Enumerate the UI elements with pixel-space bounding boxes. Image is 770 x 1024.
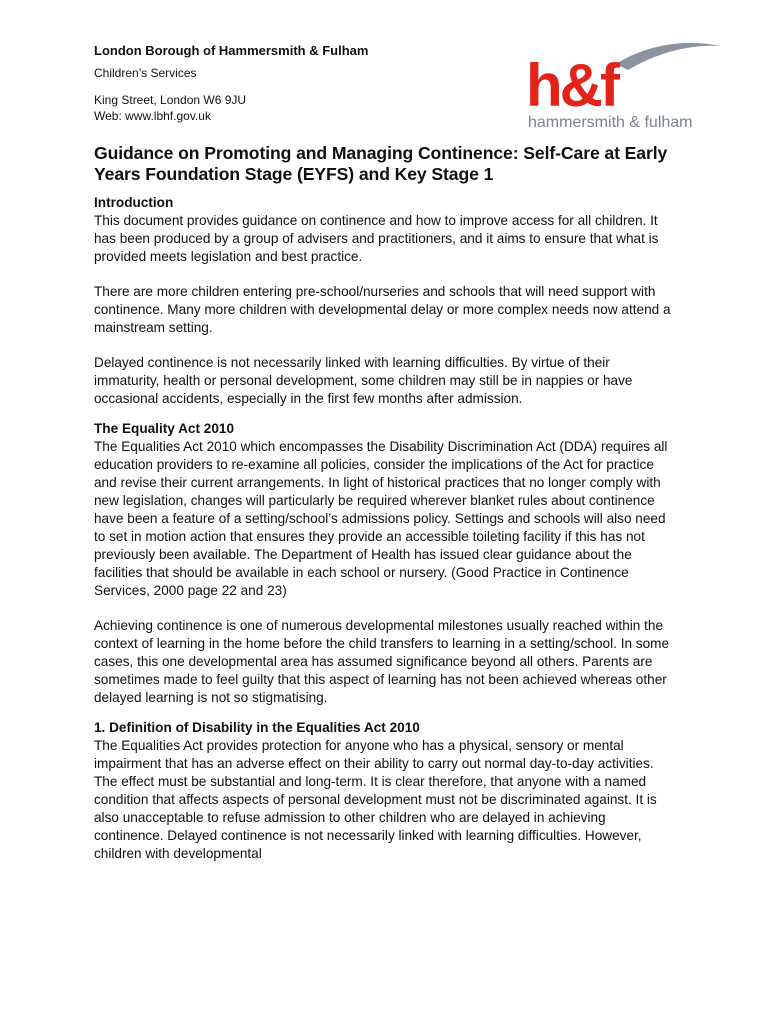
paragraph: This document provides guidance on continence and how to improve access for all children. It has been produced by a group of advisers and practitioners, and it aims to ensure that what is provided meets legislation and best practice.: [94, 213, 659, 264]
section-heading-introduction: Introduction: [94, 195, 174, 210]
document-title: Guidance on Promoting and Managing Continence: Self-Care at Early Years Foundation Stage (EYFS) and Key Stage 1: [94, 143, 668, 184]
organisation-name: London Borough of Hammersmith & Fulham: [94, 43, 369, 58]
document-body: [94, 143, 674, 880]
paragraph: Delayed continence is not necessarily linked with learning difficulties. By virtue of their immaturity, health or personal development, some children may still be in nappies or have occasional accidents, especially in the first few months after admission.: [94, 355, 633, 406]
logo-wordmark: hammersmith & fulham: [528, 114, 693, 131]
logo-mark: h&f: [526, 52, 617, 119]
address-line: King Street, London W6 9JU: [94, 93, 247, 107]
section-heading-equality-act: The Equality Act 2010: [94, 421, 235, 436]
paragraph: There are more children entering pre-school/nurseries and schools that will need support with continence. Many more children with developmental delay or more complex needs now attend a mainstream setting.: [94, 284, 671, 335]
section-heading-definition-of-disability: 1. Definition of Disability in the Equalities Act 2010: [94, 720, 420, 735]
paragraph: The Equalities Act provides protection for anyone who has a physical, sensory or mental impairment that has an adverse effect on their ability to carry out normal day-to-day activities. The effect must be substantial and long-term. It is clear therefore, that anyone with a named condition that affects aspects of personal development must not be discriminated against. It is also unacceptable to refuse admission to other children who are delayed in achieving continence. Delayed continence is not necessarily linked with learning difficulties. However, children with developmental: [94, 738, 657, 861]
paragraph: The Equalities Act 2010 which encompasses the Disability Discrimination Act (DDA) requires all education providers to re-examine all policies, consider the implications of the Act for practice and revise their current arrangements. In light of historical practices that no longer comply with new legislation, changes will particularly be required wherever blanket rules about continence have been a feature of a setting/school’s admissions policy. Settings and schools will also need to set in motion action that ensures they provide an accessible toileting facility if this has not previously been available. The Department of Health has issued clear guidance about the facilities that should be available in each school or nursery. (Good Practice in Continence Services, 2000 page 22 and 23): [94, 439, 668, 598]
logo-swoosh: [616, 43, 720, 70]
department-name: Children’s Services: [94, 66, 197, 80]
letterhead: [94, 43, 514, 124]
hf-logo: [524, 40, 724, 132]
paragraph: Achieving continence is one of numerous developmental milestones usually reached within the context of learning in the home before the child transfers to learning in a setting/school. In some cases, this one developmental area has assumed significance beyond all others. Parents are sometimes made to feel guilty that this aspect of learning has not been achieved whereas other delayed learning is not so stigmatising.: [94, 618, 670, 705]
web-address: Web: www.lbhf.gov.uk: [94, 109, 211, 123]
